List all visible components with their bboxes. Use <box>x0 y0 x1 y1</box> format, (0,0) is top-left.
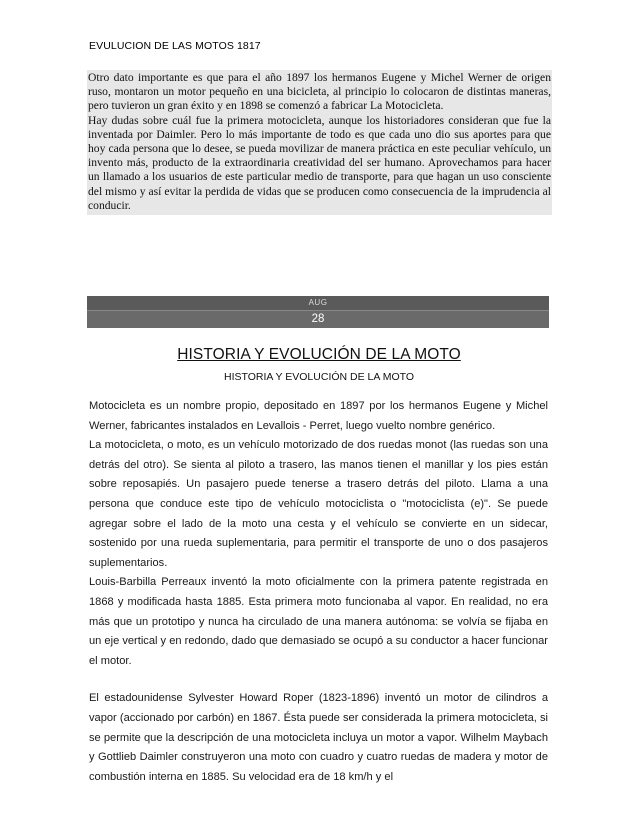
document-header: EVULUCION DE LAS MOTOS 1817 <box>89 40 261 52</box>
article-paragraph: Louis-Barbilla Perreaux inventó la moto oficialmente con la primera patente registrada en 1868 y modificada hasta 1885. Esta primera moto funcionaba al vapor. En realidad, no era más que un prototipo y nunca ha circulado de una manera autónoma: se volvía se fijaba en un eje vertical y en redondo, dado que demasiado se ocupó a su conductor a hacer funcionar el motor. <box>89 576 548 667</box>
article-paragraph: La motocicleta, o moto, es un vehículo motorizado de dos ruedas monot (las ruedas son una detrás del otro). Se sienta al piloto a trasero, las manos tienen el manillar y los pies están sobre reposapiés. Un pasajero puede tenerse a trasero detrás del piloto. Llama a una persona que conduce este tipo de vehículo motociclista o "motociclista (e)". Se puede agregar sobre el lado de la moto una cesta y el vehículo se convierte en un sidecar, sostenido por una rueda suplementaria, para permitir el transporte de uno o dos pasajeros suplementarios. <box>89 439 548 569</box>
date-badge <box>87 296 549 328</box>
article-paragraph: Motocicleta es un nombre propio, depositado en 1897 por los hermanos Eugene y Michel Werner, fabricantes instalados en Levallois - Perret, luego vuelto nombre genérico. <box>89 400 548 432</box>
article-paragraph: El estadounidense Sylvester Howard Roper (1823-1896) inventó un motor de cilindros a vapor (accionado por carbón) en 1867. Ésta puede ser considerada la primera motocicleta, si se permite que la descripción de una motocicleta incluya un motor a vapor. Wilhelm Maybach y Gottlieb Daimler construyeron una moto con cuadro y cuatro ruedas de madera y motor de combustión interna en 1885. Su velocidad era de 18 km/h y el <box>89 692 548 783</box>
date-month: AUG <box>87 296 549 311</box>
intro-highlight-block <box>87 70 552 215</box>
article-title[interactable]: HISTORIA Y EVOLUCIÓN DE LA MOTO <box>177 346 461 363</box>
article-subtitle: HISTORIA Y EVOLUCIÓN DE LA MOTO <box>223 371 415 383</box>
intro-paragraph: Otro dato importante es que para el año 1897 los hermanos Eugene y Michel Werner de origen ruso, montaron un motor pequeño en una bicicleta, al principio lo colocaron de distintas maneras, pero tuvieron un gran éxito y en 1898 se comenzó a fabricar La Motocicleta. <box>88 71 551 113</box>
intro-paragraph: Hay dudas sobre cuál fue la primera motocicleta, aunque los historiadores consideran que fue la inventada por Daimler. Pero lo más importante de todo es que cada uno dio sus aportes para que hoy cada persona que lo desee, se pueda movilizar de manera práctica en este peculiar vehículo, un invento más, producto de la extraordinaria creatividad del ser humano. Aprovechamos para hacer un llamado a los usuarios de este particular medio de transporte, para que hagan un uso consciente del mismo y así evitar la perdida de vidas que se producen como consecuencia de la imprudencia al conducir. <box>88 113 551 212</box>
date-day: 28 <box>87 311 549 328</box>
article-body <box>89 397 548 787</box>
